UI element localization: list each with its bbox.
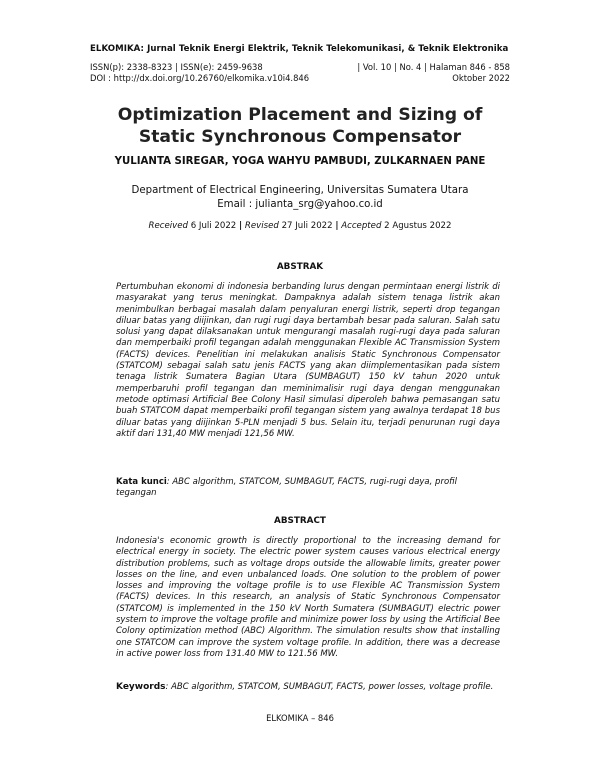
- revised-label: Revised: [244, 221, 279, 231]
- abstract-heading: ABSTRACT: [274, 516, 326, 526]
- kata-kunci-list: : ABC algorithm, STATCOM, SUMBAGUT, FACTS, rugi-rugi daya, profil tegangan: [116, 477, 457, 499]
- accepted-label: Accepted: [341, 221, 382, 231]
- abstract-text: Indonesia's economic growth is directly proportional to the increasing demand for electrical energy in society. The electric power system causes various electrical energy distribution problems, such as voltage drops outside the allowable limits, greater power losses on the line, and even unbalanced loads. One solution to the problem of power losses and improving the voltage profile is to use Flexible AC Transmission System (FACTS) devices. In this research, an analysis of Static Synchronous Compensator (STATCOM) is implemented in the 150 kV North Sumatera (SUMBAGUT) electric power system to improve the voltage profile and minimize power loss by using the Artificial Bee Colony optimization method (ABC) Algorithm. The simulation results show that installing one STATCOM can improve the system voltage profile. In addition, there was a decrease in active power loss from 131.40 MW to 121.56 MW.: [116, 536, 500, 659]
- abstrak-heading: ABSTRAK: [276, 262, 324, 272]
- affiliation: Department of Electrical Engineering, Universitas Sumatera Utara: [131, 185, 469, 196]
- issn: ISSN(p): 2338-8323 | ISSN(e): 2459-9638: [90, 62, 263, 72]
- date-separator: |: [335, 221, 339, 231]
- page-footer: ELKOMIKA – 846: [266, 713, 334, 723]
- doi-row: [90, 73, 510, 83]
- issn-row: [90, 62, 510, 72]
- volume-info: | Vol. 10 | No. 4 | Halaman 846 - 858: [357, 62, 510, 72]
- authors: YULIANTA SIREGAR, YOGA WAHYU PAMBUDI, ZULKARNAEN PANE: [114, 156, 486, 167]
- received-date: 6 Juli 2022: [190, 221, 237, 231]
- keywords-list: : ABC algorithm, STATCOM, SUMBAGUT, FACTS, power losses, voltage profile.: [165, 682, 494, 692]
- kata-kunci-label: Kata kunci: [116, 477, 167, 487]
- journal-name: ELKOMIKA: Jurnal Teknik Energi Elektrik, Teknik Telekomunikasi, & Teknik Elektronika: [90, 44, 509, 54]
- revised-date: 27 Juli 2022: [281, 221, 333, 231]
- paper-title: Optimization Placement and Sizing of Static Synchronous Compensator: [117, 105, 483, 147]
- affiliation-block: [90, 184, 510, 211]
- issue-date: Oktober 2022: [452, 73, 510, 83]
- received-label: Received: [148, 221, 188, 231]
- date-separator: |: [239, 221, 243, 231]
- email: Email : julianta_srg@yahoo.co.id: [217, 198, 383, 210]
- submission-dates: [90, 221, 510, 231]
- accepted-date: 2 Agustus 2022: [384, 221, 452, 231]
- keywords: [116, 682, 500, 693]
- doi: DOI : http://dx.doi.org/10.26760/elkomika.v10i4.846: [90, 73, 310, 83]
- keywords-label: Keywords: [116, 682, 166, 692]
- kata-kunci: [116, 477, 500, 500]
- abstrak-text: Pertumbuhan ekonomi di indonesia berbanding lurus dengan permintaan energi listrik di masyarakat yang terus meningkat. Dampaknya adalah sistem tenaga listrik akan menimbulkan berbagai masalah dalam penyaluran energi listrik, seperti drop tegangan diluar batas yang diijinkan, dan rugi rugi daya bertambah besar pada saluran. Salah satu solusi yang dapat dilaksanakan untuk mengurangi masalah rugi-rugi daya pada saluran dan memperbaiki profil tegangan adalah menggunakan Flexible AC Transmission System (FACTS) devices. Penelitian ini melakukan analisis Static Synchronous Compensator (STATCOM) sebagai salah satu jenis FACTS yang akan diimplementasikan pada sistem tenaga listrik Sumatera Bagian Utara (SUMBAGUT) 150 kV tahun 2020 untuk memperbaruhi profil tegangan dan meminimalisir rugi daya dengan menggunakan metode optimasi Artificial Bee Colony Hasil simulasi diperoleh bahwa pemasangan satu buah STATCOM dapat memperbaiki profil tegangan sistem yang awalnya terdapat 18 bus diluar batas yang diijinkan 5-PLN menjadi 5 bus. Selain itu, terjadi penurunan rugi daya aktif dari 131,40 MW menjadi 121,56 MW.: [116, 282, 500, 439]
